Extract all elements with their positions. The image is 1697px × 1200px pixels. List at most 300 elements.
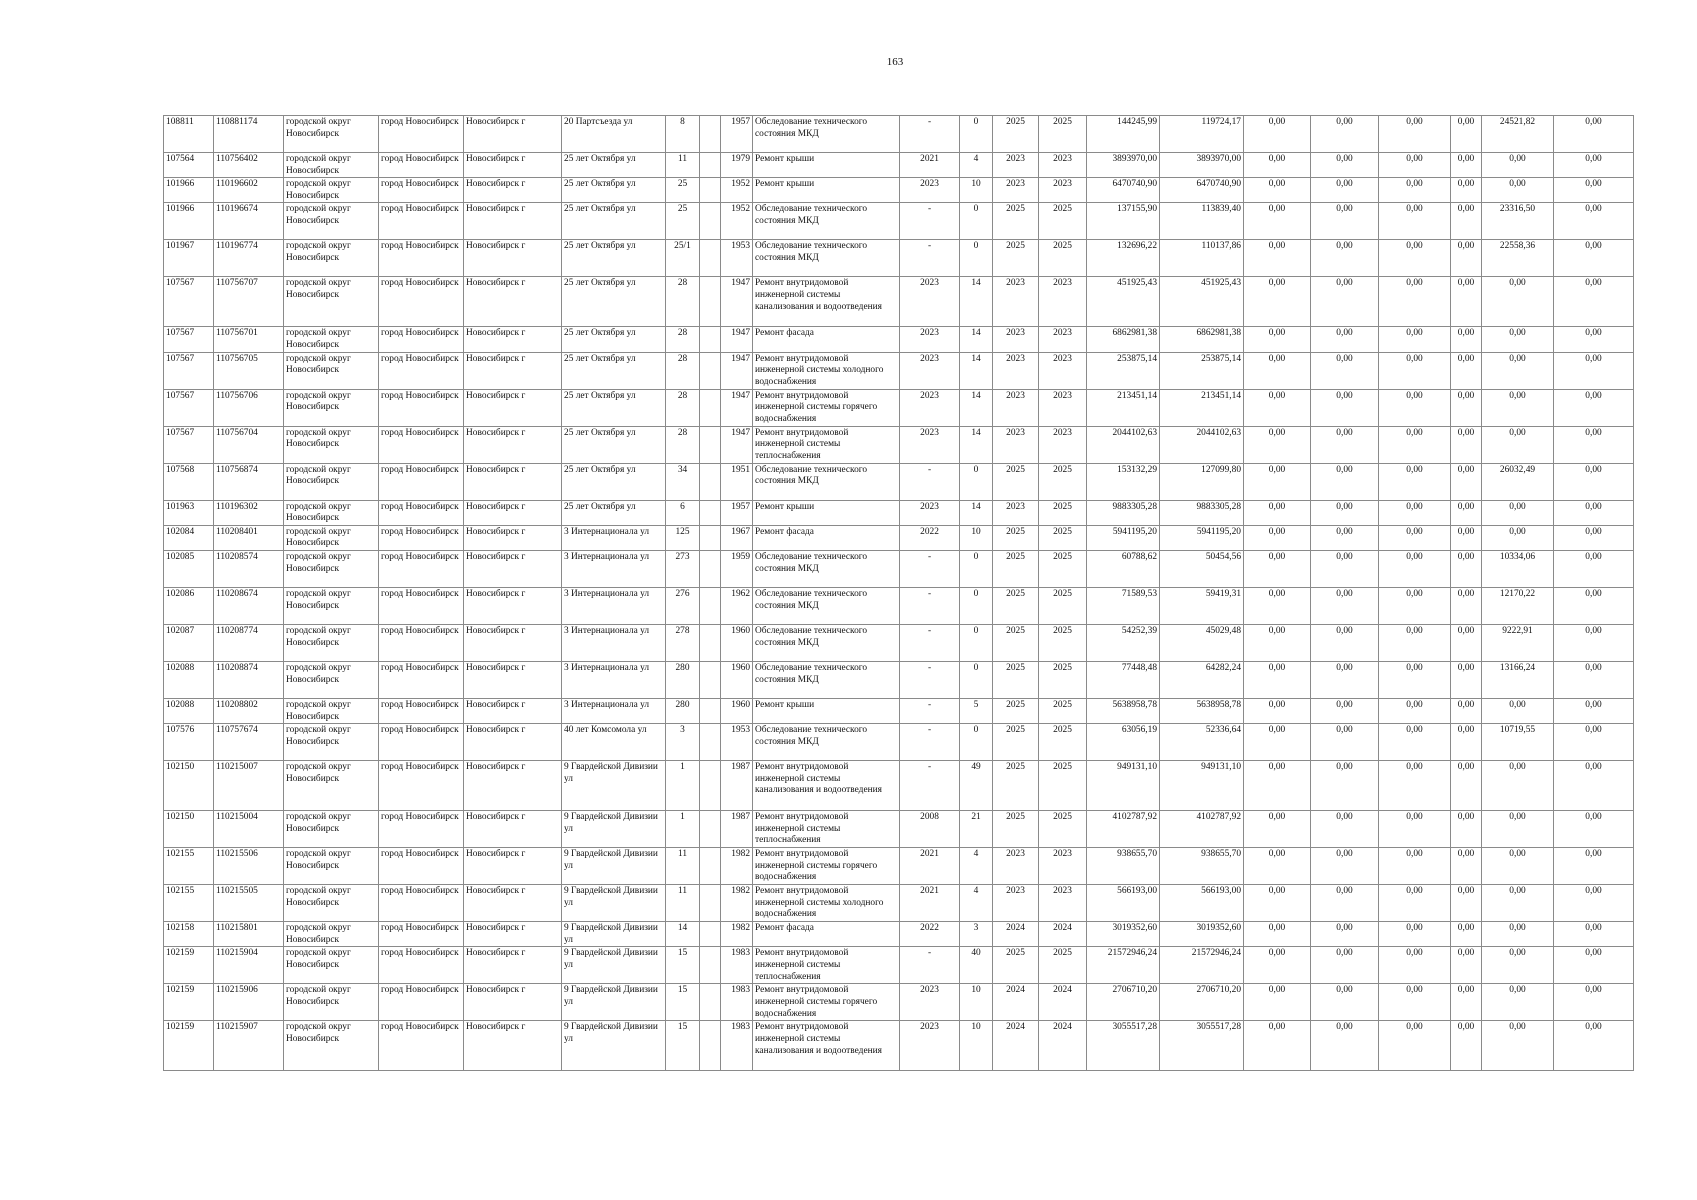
building-letter-cell xyxy=(700,947,721,984)
municipality-cell: городской округ Новосибирск xyxy=(284,922,379,947)
wear-cell: 14 xyxy=(960,500,993,525)
house-number-cell: 273 xyxy=(666,550,700,587)
last-repair-year-cell: - xyxy=(900,463,960,500)
record-id-cell: 102159 xyxy=(164,984,214,1021)
owners-funds-cell: 9222,91 xyxy=(1482,624,1554,661)
other-funds-cell: 0,00 xyxy=(1451,1021,1482,1071)
street-cell: 25 лет Октября ул xyxy=(562,277,666,327)
locality-cell: Новосибирск г xyxy=(464,922,562,947)
house-number-cell: 28 xyxy=(666,389,700,426)
owners-funds-cell: 10719,55 xyxy=(1482,724,1554,761)
regional-funds-cell: 0,00 xyxy=(1311,761,1379,811)
wear-cell: 14 xyxy=(960,389,993,426)
house-number-cell: 8 xyxy=(666,116,700,153)
settlement-cell: город Новосибирск xyxy=(379,724,464,761)
total-cost-cell: 6862981,38 xyxy=(1087,327,1160,352)
work-id-cell: 110215505 xyxy=(214,885,284,922)
last-repair-year-cell: 2023 xyxy=(900,500,960,525)
record-id-cell: 107567 xyxy=(164,327,214,352)
street-cell: 9 Гвардейской Дивизии ул xyxy=(562,885,666,922)
wear-cell: 4 xyxy=(960,153,993,178)
plan-start-year-cell: 2025 xyxy=(993,661,1039,698)
local-funds-cell: 0,00 xyxy=(1379,203,1451,240)
municipality-cell: городской округ Новосибирск xyxy=(284,426,379,463)
work-type-cell: Обследование технического состояния МКД xyxy=(753,661,900,698)
local-funds-cell: 0,00 xyxy=(1379,240,1451,277)
owners-funds-cell: 0,00 xyxy=(1482,178,1554,203)
plan-start-year-cell: 2023 xyxy=(993,426,1039,463)
locality-cell: Новосибирск г xyxy=(464,947,562,984)
last-repair-year-cell: 2008 xyxy=(900,811,960,848)
settlement-cell: город Новосибирск xyxy=(379,277,464,327)
last-repair-year-cell: - xyxy=(900,550,960,587)
fund-cost-cell: 213451,14 xyxy=(1160,389,1244,426)
regional-funds-cell: 0,00 xyxy=(1311,624,1379,661)
federal-funds-cell: 0,00 xyxy=(1244,426,1311,463)
construction-year-cell: 1979 xyxy=(721,153,753,178)
last-repair-year-cell: 2023 xyxy=(900,984,960,1021)
owners-funds-cell: 0,00 xyxy=(1482,848,1554,885)
fund-cost-cell: 127099,80 xyxy=(1160,463,1244,500)
settlement-cell: город Новосибирск xyxy=(379,203,464,240)
street-cell: 3 Интернационала ул xyxy=(562,661,666,698)
extra-funds-cell: 0,00 xyxy=(1554,525,1634,550)
federal-funds-cell: 0,00 xyxy=(1244,277,1311,327)
extra-funds-cell: 0,00 xyxy=(1554,463,1634,500)
street-cell: 9 Гвардейской Дивизии ул xyxy=(562,947,666,984)
municipality-cell: городской округ Новосибирск xyxy=(284,724,379,761)
street-cell: 25 лет Октября ул xyxy=(562,500,666,525)
plan-end-year-cell: 2025 xyxy=(1039,240,1087,277)
street-cell: 9 Гвардейской Дивизии ул xyxy=(562,811,666,848)
regional-funds-cell: 0,00 xyxy=(1311,116,1379,153)
fund-cost-cell: 253875,14 xyxy=(1160,352,1244,389)
street-cell: 25 лет Октября ул xyxy=(562,389,666,426)
house-number-cell: 28 xyxy=(666,327,700,352)
work-id-cell: 110215801 xyxy=(214,922,284,947)
total-cost-cell: 21572946,24 xyxy=(1087,947,1160,984)
plan-start-year-cell: 2023 xyxy=(993,277,1039,327)
building-letter-cell xyxy=(700,661,721,698)
other-funds-cell: 0,00 xyxy=(1451,203,1482,240)
fund-cost-cell: 4102787,92 xyxy=(1160,811,1244,848)
last-repair-year-cell: - xyxy=(900,724,960,761)
owners-funds-cell: 0,00 xyxy=(1482,811,1554,848)
building-letter-cell xyxy=(700,500,721,525)
settlement-cell: город Новосибирск xyxy=(379,624,464,661)
table-row xyxy=(164,463,1634,500)
owners-funds-cell: 0,00 xyxy=(1482,525,1554,550)
work-id-cell: 110215004 xyxy=(214,811,284,848)
last-repair-year-cell: - xyxy=(900,116,960,153)
settlement-cell: город Новосибирск xyxy=(379,525,464,550)
owners-funds-cell: 0,00 xyxy=(1482,761,1554,811)
municipality-cell: городской округ Новосибирск xyxy=(284,947,379,984)
table-row xyxy=(164,661,1634,698)
settlement-cell: город Новосибирск xyxy=(379,389,464,426)
work-type-cell: Ремонт крыши xyxy=(753,178,900,203)
extra-funds-cell: 0,00 xyxy=(1554,203,1634,240)
settlement-cell: город Новосибирск xyxy=(379,550,464,587)
work-id-cell: 110196602 xyxy=(214,178,284,203)
other-funds-cell: 0,00 xyxy=(1451,885,1482,922)
settlement-cell: город Новосибирск xyxy=(379,922,464,947)
record-id-cell: 102086 xyxy=(164,587,214,624)
locality-cell: Новосибирск г xyxy=(464,525,562,550)
work-id-cell: 110196302 xyxy=(214,500,284,525)
total-cost-cell: 132696,22 xyxy=(1087,240,1160,277)
municipality-cell: городской округ Новосибирск xyxy=(284,277,379,327)
regional-funds-cell: 0,00 xyxy=(1311,947,1379,984)
locality-cell: Новосибирск г xyxy=(464,352,562,389)
table-row xyxy=(164,761,1634,811)
plan-start-year-cell: 2025 xyxy=(993,947,1039,984)
municipality-cell: городской округ Новосибирск xyxy=(284,525,379,550)
fund-cost-cell: 3893970,00 xyxy=(1160,153,1244,178)
owners-funds-cell: 24521,82 xyxy=(1482,116,1554,153)
wear-cell: 4 xyxy=(960,848,993,885)
house-number-cell: 28 xyxy=(666,277,700,327)
house-number-cell: 34 xyxy=(666,463,700,500)
municipality-cell: городской округ Новосибирск xyxy=(284,661,379,698)
other-funds-cell: 0,00 xyxy=(1451,550,1482,587)
extra-funds-cell: 0,00 xyxy=(1554,426,1634,463)
other-funds-cell: 0,00 xyxy=(1451,624,1482,661)
municipality-cell: городской округ Новосибирск xyxy=(284,327,379,352)
federal-funds-cell: 0,00 xyxy=(1244,463,1311,500)
record-id-cell: 107576 xyxy=(164,724,214,761)
wear-cell: 0 xyxy=(960,203,993,240)
work-id-cell: 110208874 xyxy=(214,661,284,698)
plan-end-year-cell: 2023 xyxy=(1039,389,1087,426)
house-number-cell: 278 xyxy=(666,624,700,661)
municipality-cell: городской округ Новосибирск xyxy=(284,848,379,885)
construction-year-cell: 1947 xyxy=(721,389,753,426)
locality-cell: Новосибирск г xyxy=(464,550,562,587)
plan-end-year-cell: 2025 xyxy=(1039,116,1087,153)
work-id-cell: 110756705 xyxy=(214,352,284,389)
record-id-cell: 107564 xyxy=(164,153,214,178)
table-row xyxy=(164,153,1634,178)
work-id-cell: 110215907 xyxy=(214,1021,284,1071)
locality-cell: Новосибирск г xyxy=(464,698,562,723)
regional-funds-cell: 0,00 xyxy=(1311,811,1379,848)
locality-cell: Новосибирск г xyxy=(464,203,562,240)
extra-funds-cell: 0,00 xyxy=(1554,761,1634,811)
extra-funds-cell: 0,00 xyxy=(1554,240,1634,277)
local-funds-cell: 0,00 xyxy=(1379,661,1451,698)
local-funds-cell: 0,00 xyxy=(1379,550,1451,587)
work-id-cell: 110756874 xyxy=(214,463,284,500)
federal-funds-cell: 0,00 xyxy=(1244,947,1311,984)
table-row xyxy=(164,885,1634,922)
construction-year-cell: 1983 xyxy=(721,984,753,1021)
work-type-cell: Ремонт внутридомовой инженерной системы холодного водоснабжения xyxy=(753,885,900,922)
street-cell: 25 лет Октября ул xyxy=(562,352,666,389)
other-funds-cell: 0,00 xyxy=(1451,661,1482,698)
work-type-cell: Ремонт внутридомовой инженерной системы горячего водоснабжения xyxy=(753,389,900,426)
extra-funds-cell: 0,00 xyxy=(1554,922,1634,947)
street-cell: 25 лет Октября ул xyxy=(562,203,666,240)
federal-funds-cell: 0,00 xyxy=(1244,178,1311,203)
regional-funds-cell: 0,00 xyxy=(1311,203,1379,240)
other-funds-cell: 0,00 xyxy=(1451,153,1482,178)
total-cost-cell: 6470740,90 xyxy=(1087,178,1160,203)
settlement-cell: город Новосибирск xyxy=(379,885,464,922)
settlement-cell: город Новосибирск xyxy=(379,153,464,178)
municipality-cell: городской округ Новосибирск xyxy=(284,352,379,389)
other-funds-cell: 0,00 xyxy=(1451,240,1482,277)
plan-end-year-cell: 2025 xyxy=(1039,947,1087,984)
extra-funds-cell: 0,00 xyxy=(1554,389,1634,426)
municipality-cell: городской округ Новосибирск xyxy=(284,240,379,277)
settlement-cell: город Новосибирск xyxy=(379,947,464,984)
wear-cell: 14 xyxy=(960,352,993,389)
fund-cost-cell: 6862981,38 xyxy=(1160,327,1244,352)
wear-cell: 4 xyxy=(960,885,993,922)
street-cell: 3 Интернационала ул xyxy=(562,698,666,723)
house-number-cell: 1 xyxy=(666,811,700,848)
work-type-cell: Ремонт внутридомовой инженерной системы теплоснабжения xyxy=(753,811,900,848)
settlement-cell: город Новосибирск xyxy=(379,426,464,463)
last-repair-year-cell: - xyxy=(900,587,960,624)
settlement-cell: город Новосибирск xyxy=(379,848,464,885)
owners-funds-cell: 0,00 xyxy=(1482,500,1554,525)
house-number-cell: 11 xyxy=(666,848,700,885)
other-funds-cell: 0,00 xyxy=(1451,811,1482,848)
total-cost-cell: 566193,00 xyxy=(1087,885,1160,922)
record-id-cell: 101967 xyxy=(164,240,214,277)
work-id-cell: 110196674 xyxy=(214,203,284,240)
extra-funds-cell: 0,00 xyxy=(1554,587,1634,624)
work-type-cell: Ремонт фасада xyxy=(753,525,900,550)
table-row xyxy=(164,116,1634,153)
regional-funds-cell: 0,00 xyxy=(1311,277,1379,327)
total-cost-cell: 213451,14 xyxy=(1087,389,1160,426)
work-id-cell: 110756706 xyxy=(214,389,284,426)
plan-end-year-cell: 2025 xyxy=(1039,661,1087,698)
work-type-cell: Ремонт крыши xyxy=(753,153,900,178)
total-cost-cell: 3055517,28 xyxy=(1087,1021,1160,1071)
street-cell: 9 Гвардейской Дивизии ул xyxy=(562,761,666,811)
construction-year-cell: 1987 xyxy=(721,811,753,848)
fund-cost-cell: 110137,86 xyxy=(1160,240,1244,277)
plan-end-year-cell: 2025 xyxy=(1039,525,1087,550)
locality-cell: Новосибирск г xyxy=(464,153,562,178)
total-cost-cell: 3019352,60 xyxy=(1087,922,1160,947)
table-row xyxy=(164,525,1634,550)
street-cell: 25 лет Октября ул xyxy=(562,426,666,463)
record-id-cell: 101966 xyxy=(164,203,214,240)
total-cost-cell: 938655,70 xyxy=(1087,848,1160,885)
municipality-cell: городской округ Новосибирск xyxy=(284,153,379,178)
wear-cell: 10 xyxy=(960,1021,993,1071)
locality-cell: Новосибирск г xyxy=(464,463,562,500)
extra-funds-cell: 0,00 xyxy=(1554,724,1634,761)
fund-cost-cell: 9883305,28 xyxy=(1160,500,1244,525)
construction-year-cell: 1982 xyxy=(721,848,753,885)
local-funds-cell: 0,00 xyxy=(1379,922,1451,947)
owners-funds-cell: 0,00 xyxy=(1482,885,1554,922)
table-row xyxy=(164,500,1634,525)
regional-funds-cell: 0,00 xyxy=(1311,500,1379,525)
federal-funds-cell: 0,00 xyxy=(1244,1021,1311,1071)
extra-funds-cell: 0,00 xyxy=(1554,153,1634,178)
owners-funds-cell: 13166,24 xyxy=(1482,661,1554,698)
table-row xyxy=(164,389,1634,426)
last-repair-year-cell: 2023 xyxy=(900,277,960,327)
construction-year-cell: 1957 xyxy=(721,500,753,525)
table-row xyxy=(164,203,1634,240)
plan-end-year-cell: 2024 xyxy=(1039,1021,1087,1071)
total-cost-cell: 9883305,28 xyxy=(1087,500,1160,525)
settlement-cell: город Новосибирск xyxy=(379,116,464,153)
plan-start-year-cell: 2023 xyxy=(993,885,1039,922)
locality-cell: Новосибирск г xyxy=(464,984,562,1021)
regional-funds-cell: 0,00 xyxy=(1311,698,1379,723)
extra-funds-cell: 0,00 xyxy=(1554,848,1634,885)
building-letter-cell xyxy=(700,240,721,277)
fund-cost-cell: 6470740,90 xyxy=(1160,178,1244,203)
locality-cell: Новосибирск г xyxy=(464,848,562,885)
other-funds-cell: 0,00 xyxy=(1451,389,1482,426)
total-cost-cell: 451925,43 xyxy=(1087,277,1160,327)
street-cell: 25 лет Октября ул xyxy=(562,463,666,500)
house-number-cell: 15 xyxy=(666,1021,700,1071)
building-letter-cell xyxy=(700,153,721,178)
construction-year-cell: 1967 xyxy=(721,525,753,550)
regional-funds-cell: 0,00 xyxy=(1311,426,1379,463)
federal-funds-cell: 0,00 xyxy=(1244,203,1311,240)
federal-funds-cell: 0,00 xyxy=(1244,500,1311,525)
owners-funds-cell: 26032,49 xyxy=(1482,463,1554,500)
house-number-cell: 25 xyxy=(666,178,700,203)
wear-cell: 10 xyxy=(960,178,993,203)
regional-funds-cell: 0,00 xyxy=(1311,848,1379,885)
fund-cost-cell: 52336,64 xyxy=(1160,724,1244,761)
plan-start-year-cell: 2023 xyxy=(993,389,1039,426)
local-funds-cell: 0,00 xyxy=(1379,848,1451,885)
locality-cell: Новосибирск г xyxy=(464,500,562,525)
table-row xyxy=(164,1021,1634,1071)
local-funds-cell: 0,00 xyxy=(1379,984,1451,1021)
work-type-cell: Обследование технического состояния МКД xyxy=(753,724,900,761)
wear-cell: 10 xyxy=(960,984,993,1021)
municipality-cell: городской округ Новосибирск xyxy=(284,116,379,153)
plan-start-year-cell: 2023 xyxy=(993,352,1039,389)
table-row xyxy=(164,848,1634,885)
street-cell: 25 лет Октября ул xyxy=(562,327,666,352)
street-cell: 9 Гвардейской Дивизии ул xyxy=(562,1021,666,1071)
plan-end-year-cell: 2025 xyxy=(1039,761,1087,811)
regional-funds-cell: 0,00 xyxy=(1311,885,1379,922)
total-cost-cell: 60788,62 xyxy=(1087,550,1160,587)
last-repair-year-cell: 2023 xyxy=(900,352,960,389)
other-funds-cell: 0,00 xyxy=(1451,947,1482,984)
wear-cell: 40 xyxy=(960,947,993,984)
federal-funds-cell: 0,00 xyxy=(1244,389,1311,426)
federal-funds-cell: 0,00 xyxy=(1244,587,1311,624)
construction-year-cell: 1952 xyxy=(721,203,753,240)
plan-end-year-cell: 2025 xyxy=(1039,203,1087,240)
total-cost-cell: 54252,39 xyxy=(1087,624,1160,661)
plan-end-year-cell: 2025 xyxy=(1039,550,1087,587)
plan-end-year-cell: 2025 xyxy=(1039,811,1087,848)
building-letter-cell xyxy=(700,885,721,922)
total-cost-cell: 5638958,78 xyxy=(1087,698,1160,723)
plan-end-year-cell: 2023 xyxy=(1039,153,1087,178)
plan-end-year-cell: 2024 xyxy=(1039,984,1087,1021)
settlement-cell: город Новосибирск xyxy=(379,1021,464,1071)
work-id-cell: 110757674 xyxy=(214,724,284,761)
record-id-cell: 102155 xyxy=(164,885,214,922)
total-cost-cell: 5941195,20 xyxy=(1087,525,1160,550)
plan-end-year-cell: 2025 xyxy=(1039,463,1087,500)
last-repair-year-cell: - xyxy=(900,761,960,811)
wear-cell: 14 xyxy=(960,426,993,463)
record-id-cell: 101963 xyxy=(164,500,214,525)
street-cell: 3 Интернационала ул xyxy=(562,550,666,587)
street-cell: 20 Партсъезда ул xyxy=(562,116,666,153)
table-row xyxy=(164,550,1634,587)
work-id-cell: 110208401 xyxy=(214,525,284,550)
total-cost-cell: 63056,19 xyxy=(1087,724,1160,761)
work-type-cell: Обследование технического состояния МКД xyxy=(753,116,900,153)
local-funds-cell: 0,00 xyxy=(1379,153,1451,178)
record-id-cell: 107568 xyxy=(164,463,214,500)
settlement-cell: город Новосибирск xyxy=(379,327,464,352)
work-id-cell: 110215506 xyxy=(214,848,284,885)
fund-cost-cell: 451925,43 xyxy=(1160,277,1244,327)
locality-cell: Новосибирск г xyxy=(464,327,562,352)
work-type-cell: Обследование технического состояния МКД xyxy=(753,463,900,500)
owners-funds-cell: 10334,06 xyxy=(1482,550,1554,587)
regional-funds-cell: 0,00 xyxy=(1311,389,1379,426)
construction-year-cell: 1983 xyxy=(721,1021,753,1071)
fund-cost-cell: 938655,70 xyxy=(1160,848,1244,885)
table-row xyxy=(164,698,1634,723)
building-letter-cell xyxy=(700,922,721,947)
building-letter-cell xyxy=(700,426,721,463)
municipality-cell: городской округ Новосибирск xyxy=(284,811,379,848)
owners-funds-cell: 0,00 xyxy=(1482,698,1554,723)
wear-cell: 21 xyxy=(960,811,993,848)
table-row xyxy=(164,178,1634,203)
table-body xyxy=(164,116,1634,1071)
wear-cell: 0 xyxy=(960,587,993,624)
building-letter-cell xyxy=(700,698,721,723)
plan-start-year-cell: 2023 xyxy=(993,848,1039,885)
other-funds-cell: 0,00 xyxy=(1451,922,1482,947)
local-funds-cell: 0,00 xyxy=(1379,525,1451,550)
table-row xyxy=(164,624,1634,661)
federal-funds-cell: 0,00 xyxy=(1244,984,1311,1021)
house-number-cell: 276 xyxy=(666,587,700,624)
settlement-cell: город Новосибирск xyxy=(379,178,464,203)
extra-funds-cell: 0,00 xyxy=(1554,885,1634,922)
building-letter-cell xyxy=(700,811,721,848)
extra-funds-cell: 0,00 xyxy=(1554,352,1634,389)
regional-funds-cell: 0,00 xyxy=(1311,463,1379,500)
total-cost-cell: 253875,14 xyxy=(1087,352,1160,389)
record-id-cell: 102085 xyxy=(164,550,214,587)
regional-funds-cell: 0,00 xyxy=(1311,178,1379,203)
extra-funds-cell: 0,00 xyxy=(1554,984,1634,1021)
federal-funds-cell: 0,00 xyxy=(1244,525,1311,550)
table-row xyxy=(164,984,1634,1021)
plan-start-year-cell: 2023 xyxy=(993,327,1039,352)
plan-start-year-cell: 2025 xyxy=(993,698,1039,723)
